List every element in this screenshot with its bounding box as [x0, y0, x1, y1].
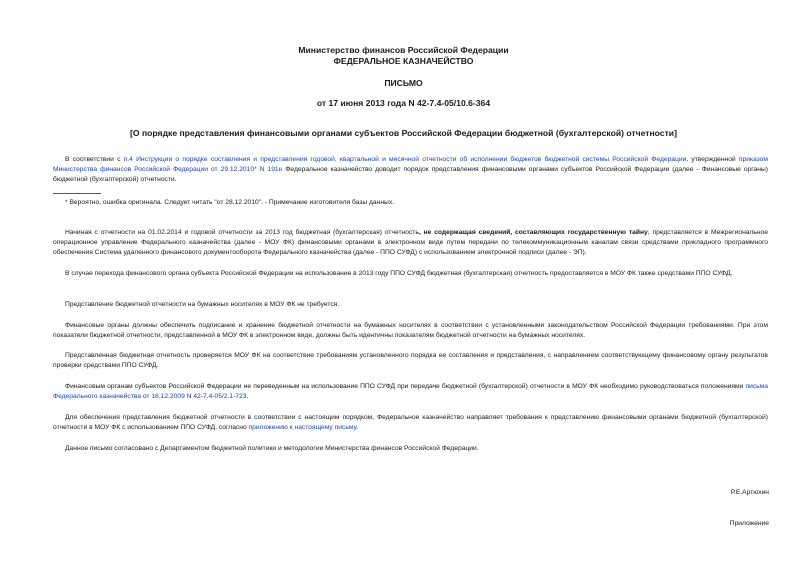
paragraph-7-text-a: Финансовым органам субъектов Российской Федерации не переведенным на использование ППО СУФД при передаче бюджетной (бухгалтерской) отчетности в МОУ ФК необходимо руководствоваться положениями [65, 383, 746, 390]
ministry-title: Министерство финансов Российской Федерации [298, 45, 509, 55]
paragraph-6: Представленная бюджетная отчетность проверяется МОУ ФК на соответствие требованиям установленного порядка ее составления и представления, с направлением соответствующему финансовому органу результатов проверки средствами ППО СУФД. [53, 352, 768, 370]
paragraph-4: Представление бюджетной отчетности на бумажных носителях в МОУ ФК не требуется. [65, 301, 340, 308]
paragraph-2-text-b: , представляется в Межрегиональное операционное управление Федерального казначейства (далее - МОУ ФК) финансовыми органами в электронном виде путем передачи по телекоммуникационным каналам связи средствами прикладного программного обеспечения Система удаленного финансового документооборота Федерального казначейства (далее - ППО СУФД) с использованием электронной подписи (далее - ЭП). [53, 229, 769, 257]
paragraph-8-text-a: Для обеспечения представления бюджетной отчетности в соответствии с настоящим порядком, Федеральное казначейство направляет требования к представлению финансовыми органами бюджетной (бухгалтерской) отчетности в МОУ ФК с использованием ППО СУФД, согласно [53, 414, 768, 432]
paragraph-2 [53, 228, 768, 259]
paragraph-2-bold: , не содержащая сведений, составляющих государственную тайну [418, 229, 648, 236]
signature: Р.Е.Артюхин [730, 489, 769, 496]
paragraph-7-text-b: . [246, 393, 249, 401]
paragraph-1-text-b: , утвержденной [686, 156, 739, 163]
paragraph-1-text-c: Федеральное казначейство доводит порядок представления финансовыми органами субъектов Российской Федерации (далее - Финансовые органы) бюджетной (бухгалтерской) отчетности. [53, 166, 769, 184]
appendix-link[interactable]: приложению к настоящему письму [248, 424, 357, 432]
paragraph-8 [53, 413, 768, 433]
paragraph-5: Финансовые органы должны обеспечить подписание и хранение бюджетной отчетности на бумажных носителях в соответствии с установленными законодательством Российской Федерации требованиями. При этом показатели бюджетной отчетности, представленной в МОУ ФК в электронном виде, должны быть идентичны показателям бюджетной отчетности на бумажных носителях. [53, 322, 768, 340]
paragraph-9: Данное письмо согласовано с Департаментом бюджетной политики и методологии Министерства финансов Российской Федерации. [65, 445, 479, 452]
treasury-letter-link[interactable]: письма Федерального казначейства от 16.12.2009 N 42-7.4-05/2.1-723 [53, 383, 768, 401]
instruction-link[interactable]: п.4 Инструкции о порядке составления и представления годовой, квартальной и месячной отчетности об исполнении бюджетов бюджетной системы Российской Федерации [123, 156, 687, 163]
document-subject: [О порядке представления финансовыми органами субъектов Российской Федерации бюджетной (бухгалтерской) отчетности] [130, 128, 677, 138]
paragraph-1-text-a: В соответствии с [65, 156, 124, 163]
footnote-divider [53, 193, 101, 194]
order-link[interactable]: приказом Министерства финансов Российской Федерации от 29.12.2010* N 191н [53, 156, 768, 174]
document-date-number: от 17 июня 2013 года N 42-7.4-05/10.6-364 [316, 98, 491, 108]
paragraph-3: В случае перехода финансового органа субъекта Российской Федерации на использование в 2013 году ППО СУФД бюджетная (бухгалтерская) отчетность предоставляется в МОУ ФК также средствами ППО СУФД. [65, 270, 733, 277]
paragraph-2-text-a: Начиная с отчетности на 01.02.2014 и годовой отчетности за 2013 год бюджетная (бухгалтерская) отчетность [65, 229, 419, 236]
paragraph-7 [53, 382, 768, 402]
appendix-label: Приложение [729, 520, 769, 527]
document-type: ПИСЬМО [384, 78, 423, 88]
paragraph-1 [53, 155, 768, 186]
footnote: * Вероятно, ошибка оригинала. Следует читать "от 28.12.2010". - Примечание изготовителя базы данных. [65, 199, 395, 206]
treasury-title: ФЕДЕРАЛЬНОЕ КАЗНАЧЕЙСТВО [333, 56, 474, 66]
paragraph-8-text-b: . [356, 424, 359, 432]
